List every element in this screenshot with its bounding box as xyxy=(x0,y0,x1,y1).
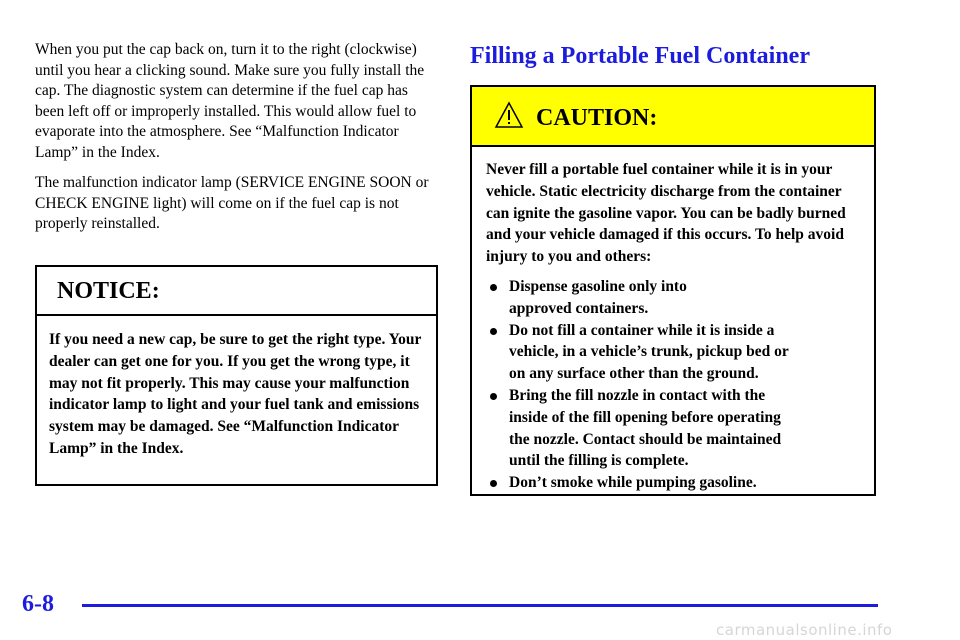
bullet-icon xyxy=(490,480,497,487)
caution-body xyxy=(472,147,874,494)
list-item: Bring the fill nozzle in contact with the inside of the fill opening before operating the nozzle. Contact should be maintained until the filling is complete. xyxy=(486,385,860,472)
footer-rule xyxy=(82,604,878,607)
caution-list xyxy=(486,276,860,494)
paragraph-cap-install: When you put the cap back on, turn it to the right (clockwise) until you hear a clicking sound. Make sure you fully install the cap. The diagnostic system can determine if the fuel cap has been left off or improperly installed. This would allow fuel to evaporate into the atmosphere. See “Malfunction Indicator Lamp” in the Index. xyxy=(35,41,425,161)
list-item: Don’t smoke while pumping gasoline. xyxy=(486,472,860,494)
warning-triangle-icon xyxy=(494,101,524,129)
watermark: carmanualsonline.info xyxy=(716,621,893,639)
notice-box xyxy=(35,265,438,486)
bullet-icon xyxy=(490,393,497,400)
list-item: Dispense gasoline only into approved containers. xyxy=(486,276,860,320)
left-column xyxy=(35,40,440,245)
section-title: Filling a Portable Fuel Container xyxy=(470,43,810,69)
bullet-icon xyxy=(490,284,497,291)
paragraph-indicator-lamp: The malfunction indicator lamp (SERVICE ENGINE SOON or CHECK ENGINE light) will come on if the fuel cap is not properly reinstalled. xyxy=(35,174,429,232)
caution-header xyxy=(472,87,874,147)
caution-heading: CAUTION: xyxy=(536,105,658,131)
list-item: Do not fill a container while it is inside a vehicle, in a vehicle’s trunk, pickup bed or on any surface other than the ground. xyxy=(486,320,860,385)
notice-body: If you need a new cap, be sure to get the right type. Your dealer can get one for you. If you get the wrong type, it may not fit properly. This may cause your malfunction indicator lamp to light and your fuel tank and emissions system may be damaged. See “Malfunction Indicator Lamp” in the Index. xyxy=(49,331,422,457)
page-number: 6-8 xyxy=(22,591,54,617)
caution-intro: Never fill a portable fuel container while it is in your vehicle. Static electricity discharge from the container can ignite the gasoline vapor. You can be badly burned and your vehicle damaged if this occurs. To help avoid injury to you and others: xyxy=(486,161,846,266)
bullet-icon xyxy=(490,328,497,335)
caution-box xyxy=(470,85,876,496)
notice-heading: NOTICE: xyxy=(37,267,436,316)
